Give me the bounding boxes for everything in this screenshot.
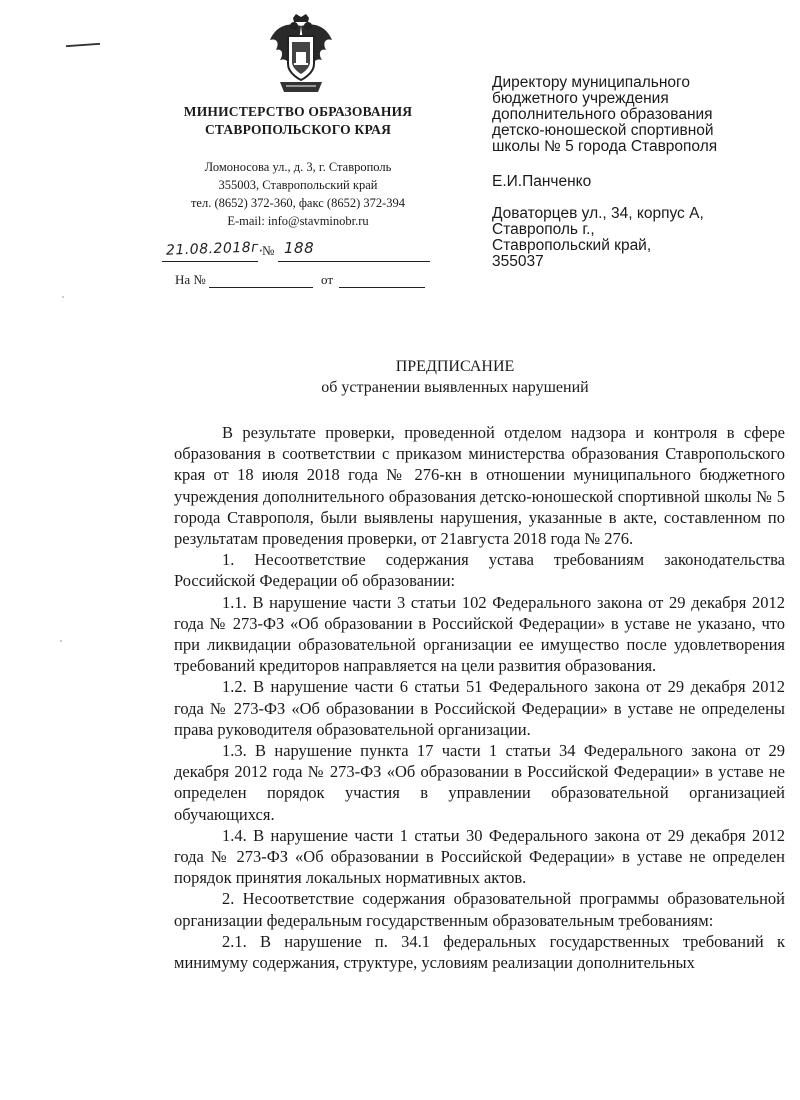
recipient-address-line: Ставропольский край,: [492, 237, 652, 254]
recipient-line: Директору муниципального: [492, 74, 690, 91]
scan-artifact-mark: [66, 43, 100, 47]
reply-label: На №: [175, 272, 206, 287]
phone-line: тел. (8652) 372-360, факс (8652) 372-394: [190, 196, 406, 210]
reply-date-underline: [339, 287, 425, 288]
recipient-address-line: Доваторцев ул., 34, корпус А,: [492, 205, 704, 222]
recipient-line: детско-юношеской спортивной: [492, 122, 714, 139]
reply-from-label: от: [321, 272, 334, 287]
body-paragraph: 2. Несоответствие содержания образовательной программы образовательной организации федеральным государственным образовательным требованиям:: [174, 889, 785, 930]
body-paragraph: 1.2. В нарушение части 6 статьи 51 Федерального закона от 29 декабря 2012 года № 273-ФЗ «Об образовании в Российской Федерации» в уставе не определены права руководителя образовательной организации.: [174, 677, 785, 739]
document-title: ПРЕДПИСАНИЕ: [395, 358, 515, 375]
coat-of-arms-icon: [266, 12, 336, 98]
document-subtitle: об устранении выявленных нарушений: [321, 379, 589, 396]
handwritten-date: 21.08.2018г.: [165, 239, 265, 259]
recipient-position: [492, 75, 782, 155]
ministry-name: [160, 103, 436, 139]
recipient-line: бюджетного учреждения: [492, 90, 669, 107]
document-body: [174, 422, 785, 973]
recipient-address: [492, 206, 782, 270]
address-line: 355003, Ставропольский край: [218, 178, 378, 192]
body-paragraph: 1. Несоответствие содержания устава требованиям законодательства Российской Федерации об образовании:: [174, 550, 785, 591]
scan-dust: [62, 296, 64, 298]
body-paragraph: В результате проверки, проведенной отделом надзора и контроля в сфере образования в соответствии с приказом министерства образования Ставропольского края от 18 июля 2018 года № 276-кн в отношении муниципального бюджетного учреждения дополнительного образования детско-юношеской спортивной школы № 5 города Ставрополя, были выявлены нарушения, указанные в акте, составленном по результатам проведения проверки, от 21августа 2018 года № 276.: [174, 423, 785, 549]
body-paragraph: 2.1. В нарушение п. 34.1 федеральных государственных требований к минимуму содержания, структуре, условиям реализации дополнительных: [174, 931, 785, 973]
recipient-name: Е.И.Панченко: [492, 173, 592, 190]
number-sign: №: [262, 243, 275, 258]
ministry-name-line2: СТАВРОПОЛЬСКОГО КРАЯ: [204, 122, 392, 137]
body-paragraph: 1.1. В нарушение части 3 статьи 102 Федерального закона от 29 декабря 2012 года № 273-ФЗ «Об образовании в Российской Федерации» в уставе не указано, что при ликвидации образовательной организации ее имущество после удовлетворения требований кредиторов направляется на цели развития образования.: [174, 592, 785, 676]
reply-number-underline: [209, 287, 313, 288]
recipient-address-line: 355037: [492, 253, 544, 270]
recipient-address-line: Ставрополь г.,: [492, 221, 595, 238]
recipient-line: школы № 5 города Ставрополя: [492, 138, 718, 155]
address-line: Ломоносова ул., д. 3, г. Ставрополь: [204, 160, 392, 174]
ministry-address: [160, 158, 436, 230]
email-line: E-mail: info@stavminobr.ru: [227, 214, 369, 228]
date-underline: [162, 261, 258, 262]
outgoing-registration: [162, 239, 430, 263]
scan-dust: [60, 640, 62, 642]
body-paragraph: 1.3. В нарушение пункта 17 части 1 статьи 34 Федерального закона от 29 декабря 2012 года № 273-ФЗ «Об образовании в Российской Федерации» в уставе не определен порядок участия в управлении образовательной организацией обучающихся.: [174, 741, 785, 824]
number-underline: [278, 261, 430, 262]
body-paragraph: 1.4. В нарушение части 1 статьи 30 Федерального закона от 29 декабря 2012 года № 273-ФЗ «Об образовании в Российской Федерации» в уставе не определен порядок принятия локальных нормативных актов.: [174, 825, 785, 888]
handwritten-number: 188: [284, 239, 315, 257]
ministry-name-line1: МИНИСТЕРСТВО ОБРАЗОВАНИЯ: [183, 104, 413, 119]
recipient-line: дополнительного образования: [492, 106, 713, 123]
